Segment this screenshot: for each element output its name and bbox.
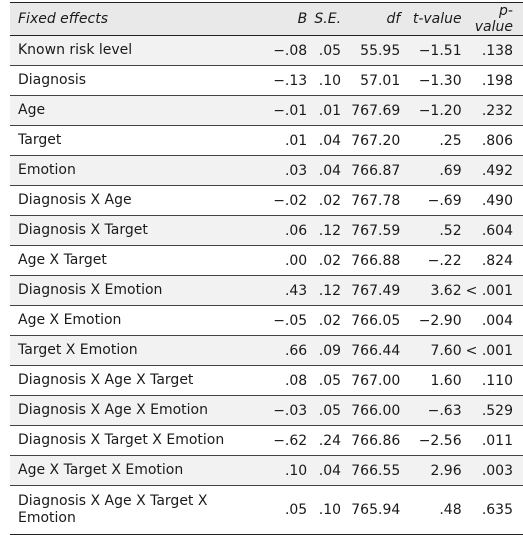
- cell-t-value: 7.60: [400, 336, 461, 366]
- cell-effect-label: Diagnosis X Age X Emotion: [10, 396, 232, 426]
- cell-effect-label: Age X Target X Emotion: [10, 456, 232, 486]
- cell-effect-label: Known risk level: [10, 36, 232, 66]
- cell-df: 766.88: [341, 246, 400, 276]
- cell-b: −.02: [232, 186, 307, 216]
- table-row: [10, 366, 523, 396]
- cell-p-value: .110: [462, 366, 523, 396]
- cell-p-value: < .001: [462, 336, 523, 366]
- cell-se: .02: [307, 246, 341, 276]
- table-row: [10, 246, 523, 276]
- cell-b: −.05: [232, 306, 307, 336]
- cell-p-value: .529: [462, 396, 523, 426]
- cell-t-value: .69: [400, 156, 461, 186]
- table-row: [10, 396, 523, 426]
- table-body: [10, 36, 523, 535]
- header-b: B: [232, 3, 307, 36]
- cell-se: .05: [307, 396, 341, 426]
- cell-p-value: .004: [462, 306, 523, 336]
- cell-effect-label: Diagnosis X Target: [10, 216, 232, 246]
- cell-b: .10: [232, 456, 307, 486]
- header-df: df: [341, 3, 400, 36]
- cell-df: 767.78: [341, 186, 400, 216]
- cell-df: 767.59: [341, 216, 400, 246]
- cell-df: 767.69: [341, 96, 400, 126]
- cell-b: .05: [232, 486, 307, 535]
- cell-effect-label: Diagnosis X Age X Target X Emotion: [10, 486, 232, 535]
- cell-t-value: −1.30: [400, 66, 461, 96]
- cell-effect-label: Age X Target: [10, 246, 232, 276]
- fixed-effects-table: [10, 2, 523, 535]
- cell-df: 767.49: [341, 276, 400, 306]
- cell-p-value: .635: [462, 486, 523, 535]
- table-row: [10, 96, 523, 126]
- header-se: S.E.: [307, 3, 341, 36]
- cell-df: 57.01: [341, 66, 400, 96]
- cell-b: −.62: [232, 426, 307, 456]
- table-row: [10, 186, 523, 216]
- cell-effect-label: Age: [10, 96, 232, 126]
- table-row: [10, 126, 523, 156]
- cell-p-value: .824: [462, 246, 523, 276]
- table-row: [10, 456, 523, 486]
- cell-b: .08: [232, 366, 307, 396]
- cell-se: .10: [307, 66, 341, 96]
- cell-df: 767.00: [341, 366, 400, 396]
- header-p-value: p-value: [462, 3, 523, 36]
- cell-p-value: .232: [462, 96, 523, 126]
- cell-t-value: 1.60: [400, 366, 461, 396]
- cell-effect-label: Age X Emotion: [10, 306, 232, 336]
- cell-se: .04: [307, 156, 341, 186]
- fixed-effects-table-container: [10, 2, 523, 535]
- cell-se: .05: [307, 36, 341, 66]
- cell-df: 766.87: [341, 156, 400, 186]
- cell-se: .24: [307, 426, 341, 456]
- cell-effect-label: Diagnosis X Age: [10, 186, 232, 216]
- cell-t-value: .25: [400, 126, 461, 156]
- cell-se: .12: [307, 276, 341, 306]
- table-row: [10, 426, 523, 456]
- cell-b: .06: [232, 216, 307, 246]
- cell-p-value: .492: [462, 156, 523, 186]
- cell-effect-label: Target X Emotion: [10, 336, 232, 366]
- header-t-value: t-value: [400, 3, 461, 36]
- cell-effect-label: Diagnosis X Age X Target: [10, 366, 232, 396]
- cell-df: 766.00: [341, 396, 400, 426]
- cell-df: 766.44: [341, 336, 400, 366]
- cell-df: 766.55: [341, 456, 400, 486]
- cell-t-value: 3.62: [400, 276, 461, 306]
- cell-t-value: −2.90: [400, 306, 461, 336]
- cell-t-value: .48: [400, 486, 461, 535]
- cell-effect-label: Diagnosis X Emotion: [10, 276, 232, 306]
- cell-b: .43: [232, 276, 307, 306]
- cell-p-value: .011: [462, 426, 523, 456]
- cell-t-value: 2.96: [400, 456, 461, 486]
- cell-df: 767.20: [341, 126, 400, 156]
- cell-p-value: .604: [462, 216, 523, 246]
- cell-p-value: .806: [462, 126, 523, 156]
- cell-t-value: −.69: [400, 186, 461, 216]
- table-header-row: [10, 3, 523, 36]
- cell-effect-label: Target: [10, 126, 232, 156]
- header-fixed-effects: Fixed effects: [10, 3, 232, 36]
- table-row: [10, 66, 523, 96]
- cell-b: −.08: [232, 36, 307, 66]
- cell-se: .12: [307, 216, 341, 246]
- cell-b: −.13: [232, 66, 307, 96]
- cell-se: .04: [307, 456, 341, 486]
- cell-t-value: −.63: [400, 396, 461, 426]
- cell-t-value: .52: [400, 216, 461, 246]
- cell-effect-label: Diagnosis: [10, 66, 232, 96]
- table-row: [10, 336, 523, 366]
- table-row: [10, 36, 523, 66]
- cell-b: .03: [232, 156, 307, 186]
- table-row: [10, 156, 523, 186]
- cell-t-value: −1.20: [400, 96, 461, 126]
- cell-se: .02: [307, 186, 341, 216]
- table-row: [10, 216, 523, 246]
- cell-se: .10: [307, 486, 341, 535]
- cell-effect-label: Emotion: [10, 156, 232, 186]
- cell-df: 766.86: [341, 426, 400, 456]
- cell-t-value: −1.51: [400, 36, 461, 66]
- cell-b: −.03: [232, 396, 307, 426]
- cell-se: .09: [307, 336, 341, 366]
- table-row: [10, 486, 523, 535]
- cell-b: .66: [232, 336, 307, 366]
- cell-se: .02: [307, 306, 341, 336]
- cell-effect-label: Diagnosis X Target X Emotion: [10, 426, 232, 456]
- cell-df: 766.05: [341, 306, 400, 336]
- cell-t-value: −.22: [400, 246, 461, 276]
- cell-b: .01: [232, 126, 307, 156]
- cell-t-value: −2.56: [400, 426, 461, 456]
- cell-p-value: .003: [462, 456, 523, 486]
- cell-p-value: .490: [462, 186, 523, 216]
- cell-df: 765.94: [341, 486, 400, 535]
- cell-df: 55.95: [341, 36, 400, 66]
- cell-se: .05: [307, 366, 341, 396]
- table-row: [10, 276, 523, 306]
- table-row: [10, 306, 523, 336]
- cell-se: .01: [307, 96, 341, 126]
- cell-p-value: .198: [462, 66, 523, 96]
- cell-p-value: .138: [462, 36, 523, 66]
- cell-p-value: < .001: [462, 276, 523, 306]
- cell-b: .00: [232, 246, 307, 276]
- cell-se: .04: [307, 126, 341, 156]
- cell-b: −.01: [232, 96, 307, 126]
